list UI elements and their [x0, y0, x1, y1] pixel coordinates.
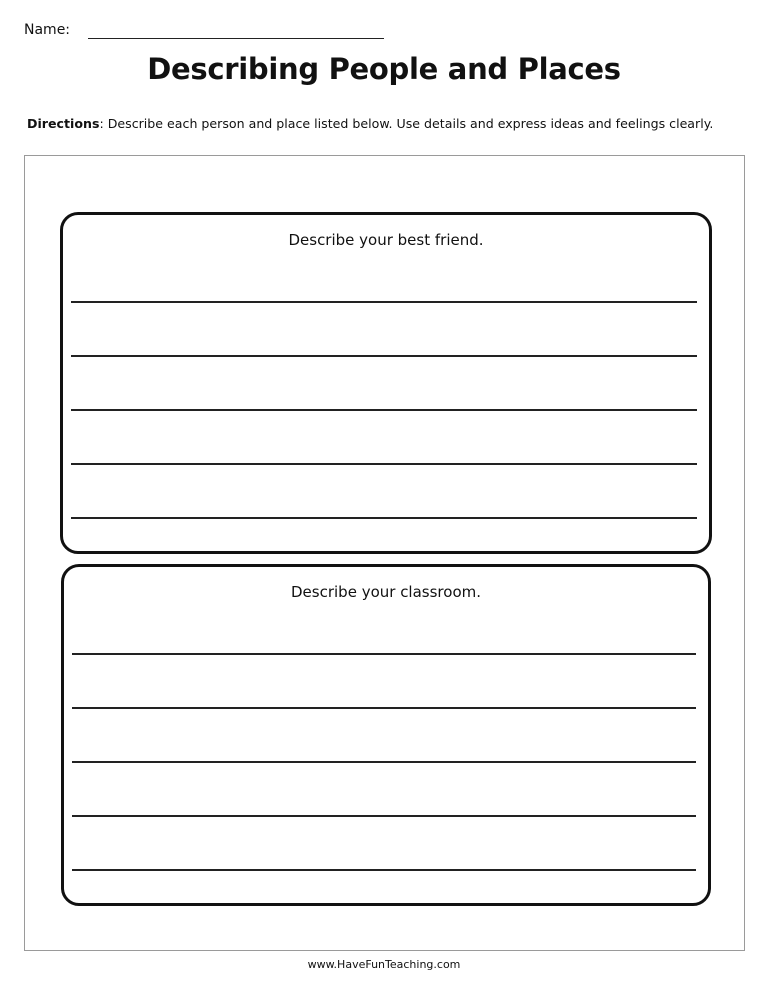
footer-website: www.HaveFunTeaching.com [307, 958, 461, 971]
prompt-classroom: Describe your classroom. [291, 583, 481, 601]
write-line[interactable] [72, 869, 696, 871]
write-line[interactable] [72, 815, 696, 817]
page-title: Describing People and Places [147, 52, 621, 86]
prompt-best-friend: Describe your best friend. [288, 231, 484, 249]
write-line[interactable] [71, 355, 697, 357]
write-line[interactable] [72, 761, 696, 763]
directions-lead: Directions [27, 116, 100, 131]
prompt-box-classroom [61, 564, 711, 906]
name-write-line[interactable] [88, 38, 384, 39]
write-line[interactable] [71, 463, 697, 465]
write-line[interactable] [71, 409, 697, 411]
directions-text: : Describe each person and place listed below. Use details and express ideas and feelings clearly. [99, 116, 714, 131]
directions [27, 116, 713, 131]
write-line[interactable] [72, 653, 696, 655]
prompt-box-best-friend [60, 212, 712, 554]
write-line[interactable] [71, 301, 697, 303]
name-label: Name: [24, 22, 71, 38]
write-line[interactable] [72, 707, 696, 709]
write-line[interactable] [71, 517, 697, 519]
